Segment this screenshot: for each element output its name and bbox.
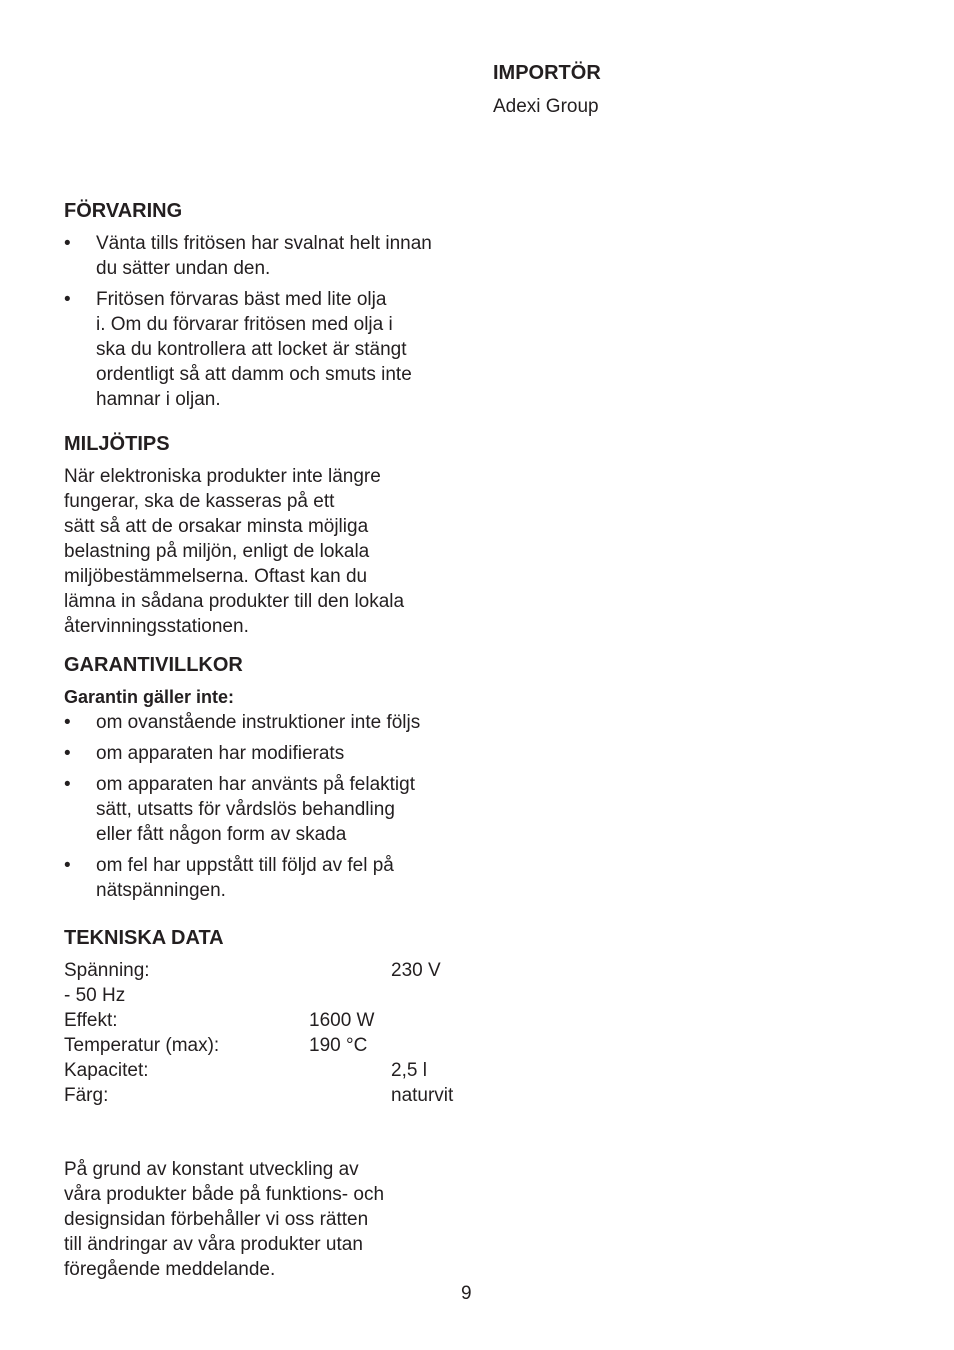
paragraph-line: belastning på miljön, enligt de lokala xyxy=(64,541,370,562)
importer-heading: IMPORTÖR xyxy=(493,62,601,84)
page-number: 9 xyxy=(461,1283,472,1304)
bullet-icon: • xyxy=(64,712,71,733)
paragraph-line: På grund av konstant utveckling av xyxy=(64,1159,359,1180)
spec-value: 1600 W xyxy=(309,1010,375,1031)
paragraph-line: miljöbestämmelserna. Oftast kan du xyxy=(64,566,368,587)
techdata-heading: TEKNISKA DATA xyxy=(64,927,224,949)
importer-name: Adexi Group xyxy=(493,96,599,117)
spec-value: 230 V xyxy=(391,960,441,981)
environment-text xyxy=(64,464,464,639)
warranty-subheading: Garantin gäller inte: xyxy=(64,687,235,707)
table-row xyxy=(64,1008,464,1033)
list-item-line: om ovanstående instruktioner inte följs xyxy=(96,712,421,733)
list-item-line: om fel har uppstått till följd av fel på xyxy=(96,855,394,876)
bullet-icon: • xyxy=(64,855,71,876)
list-item xyxy=(64,231,464,281)
list-item-line: eller fått någon form av skada xyxy=(96,824,347,845)
techdata-section xyxy=(64,926,464,1108)
table-row xyxy=(64,1033,464,1058)
spec-label: Temperatur (max): xyxy=(64,1035,220,1056)
bullet-icon: • xyxy=(64,233,71,254)
bullet-icon: • xyxy=(64,774,71,795)
environment-section xyxy=(64,432,464,639)
warranty-heading: GARANTIVILLKOR xyxy=(64,654,243,676)
storage-bullet-list xyxy=(64,231,464,412)
table-row xyxy=(64,1058,464,1083)
list-item-line: nätspänningen. xyxy=(96,880,226,901)
spec-value: 190 °C xyxy=(309,1035,368,1056)
warranty-bullet-list xyxy=(64,710,464,903)
spec-label: Kapacitet: xyxy=(64,1060,149,1081)
disclaimer-text xyxy=(64,1157,464,1282)
paragraph-line: designsidan förbehåller vi oss rätten xyxy=(64,1209,369,1230)
bullet-icon: • xyxy=(64,289,71,310)
spec-label: - 50 Hz xyxy=(64,985,126,1006)
list-item-line: i. Om du förvarar fritösen med olja i xyxy=(96,314,393,335)
environment-heading: MILJÖTIPS xyxy=(64,433,170,455)
list-item-line: Fritösen förvaras bäst med lite olja xyxy=(96,289,387,310)
list-item xyxy=(64,710,464,735)
importer-section xyxy=(493,61,601,119)
paragraph-line: våra produkter både på funktions- och xyxy=(64,1184,385,1205)
table-row xyxy=(64,983,464,1008)
spec-label: Färg: xyxy=(64,1085,109,1106)
bullet-icon: • xyxy=(64,743,71,764)
list-item-line: sätt, utsatts för vårdslös behandling xyxy=(96,799,395,820)
warranty-section xyxy=(64,653,464,903)
list-item xyxy=(64,287,464,412)
list-item-line: du sätter undan den. xyxy=(96,258,271,279)
table-row xyxy=(64,1083,464,1108)
paragraph-line: lämna in sådana produkter till den lokala xyxy=(64,591,405,612)
techdata-table xyxy=(64,958,464,1108)
storage-section xyxy=(64,199,464,412)
paragraph-line: återvinningsstationen. xyxy=(64,616,249,637)
paragraph-line: till ändringar av våra produkter utan xyxy=(64,1234,363,1255)
spec-value: 2,5 l xyxy=(391,1060,427,1081)
list-item-line: ska du kontrollera att locket är stängt xyxy=(96,339,407,360)
list-item-line: Vänta tills fritösen har svalnat helt innan xyxy=(96,233,432,254)
list-item xyxy=(64,772,464,847)
list-item-line: ordentligt så att damm och smuts inte xyxy=(96,364,412,385)
paragraph-line: sätt så att de orsakar minsta möjliga xyxy=(64,516,369,537)
spec-label: Spänning: xyxy=(64,960,150,981)
list-item-line: om apparaten har använts på felaktigt xyxy=(96,774,415,795)
disclaimer-section xyxy=(64,1157,464,1282)
list-item xyxy=(64,741,464,766)
list-item-line: hamnar i oljan. xyxy=(96,389,221,410)
spec-value: naturvit xyxy=(391,1085,454,1106)
paragraph-line: När elektroniska produkter inte längre xyxy=(64,466,381,487)
spec-label: Effekt: xyxy=(64,1010,118,1031)
storage-heading: FÖRVARING xyxy=(64,200,183,222)
table-row xyxy=(64,958,464,983)
paragraph-line: föregående meddelande. xyxy=(64,1259,276,1280)
list-item xyxy=(64,853,464,903)
paragraph-line: fungerar, ska de kasseras på ett xyxy=(64,491,335,512)
list-item-line: om apparaten har modifierats xyxy=(96,743,345,764)
